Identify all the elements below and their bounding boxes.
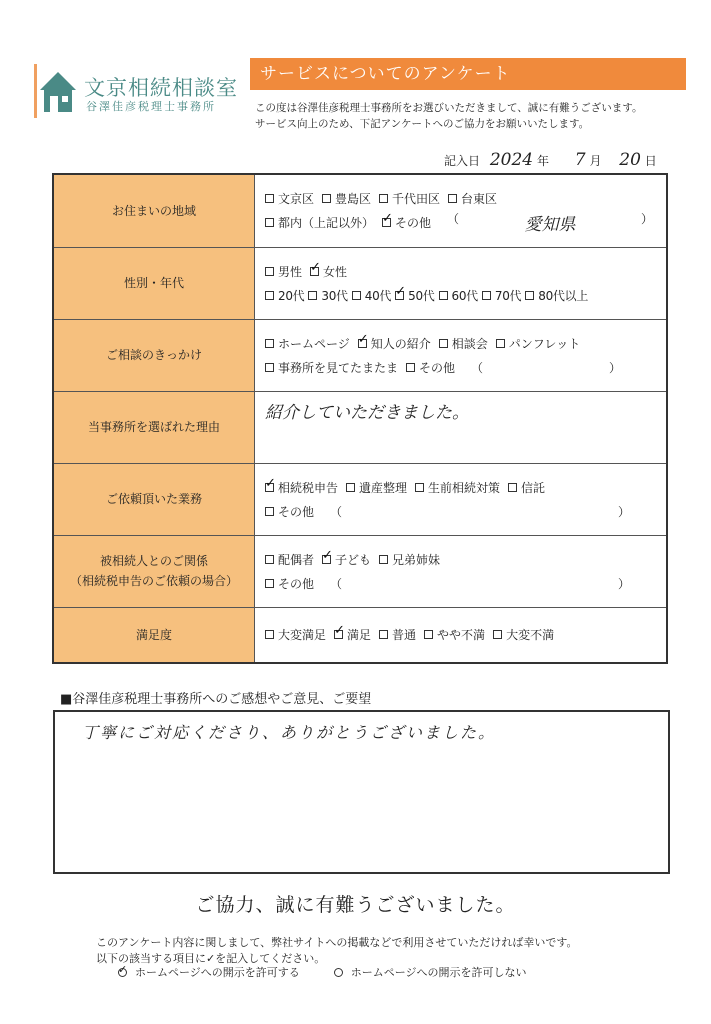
relation-option-child[interactable]: ✓ 子ども [322,551,371,568]
header-accent-rule [34,64,37,118]
row-trigger [53,319,667,391]
age-option-80s-plus[interactable]: 80代以上 [525,287,588,304]
relation-option-sibling[interactable]: 兄弟姉妹 [379,551,440,568]
consent-note-line1: このアンケート内容に関しまして、弊社サイトへの掲載などで利用させていただければ幸いです。 [96,936,578,949]
age-option-20s[interactable]: 20代 [265,287,304,304]
checkbox-icon[interactable] [322,194,331,203]
row-reason [53,391,667,463]
checkbox-checked-icon[interactable] [382,218,391,227]
logo-subtitle: 谷澤佳彦税理士事務所 [86,100,216,113]
reason-answer: 紹介していただきました。 [265,402,469,423]
date-day-unit: 日 [644,154,657,168]
consent-options [118,964,527,980]
checkbox-icon[interactable] [265,363,274,372]
checkbox-checked-icon[interactable] [322,555,331,564]
area-option-taito[interactable]: 台東区 [448,190,497,207]
age-option-40s[interactable]: 40代 [352,287,391,304]
age-option-30s[interactable]: 30代 [308,287,347,304]
area-option-toshima[interactable]: 豊島区 [322,190,371,207]
service-option-planning[interactable]: 生前相続対策 [415,479,500,496]
survey-table [52,173,668,664]
age-option-50s[interactable]: ✓ 50代 [395,287,434,304]
area-option-chiyoda[interactable]: 千代田区 [379,190,440,207]
checkbox-icon[interactable] [424,630,433,639]
relation-option-spouse[interactable]: 配偶者 [265,551,314,568]
satisfaction-option-very-dissatisfied[interactable]: 大変不満 [493,626,554,643]
service-label: ご依頼頂いた業務 [53,463,255,535]
relation-label [53,535,255,607]
feedback-answer: 丁寧にご対応くださり、ありがとうございました。 [82,723,497,742]
checkbox-icon[interactable] [265,579,274,588]
date-label: 記入日 [444,154,481,168]
date-day[interactable]: 20 [619,150,641,170]
service-option-trust[interactable]: 信託 [508,479,545,496]
checkbox-icon[interactable] [308,291,317,300]
checkbox-icon[interactable] [493,630,502,639]
service-other-field[interactable]: （ ） [330,504,631,519]
trigger-other-field[interactable]: （ ） [471,360,622,375]
satisfaction-options [255,607,668,663]
satisfaction-option-neutral[interactable]: 普通 [379,626,416,643]
entry-date [444,150,657,170]
area-option-bunkyo[interactable]: 文京区 [265,190,314,207]
trigger-option-pamphlet[interactable]: パンフレット [496,335,580,352]
satisfaction-option-somewhat-dissatisfied[interactable]: やや不満 [424,626,485,643]
area-options [255,174,668,247]
checkbox-icon[interactable] [265,339,274,348]
row-service [53,463,667,535]
area-option-other[interactable]: ✓ その他 [382,214,431,231]
consent-yes-radio-icon[interactable] [118,968,127,977]
relation-option-other[interactable]: その他 [265,575,314,592]
intro-text [255,100,642,132]
checkbox-icon[interactable] [265,218,274,227]
date-month-unit: 月 [589,154,602,168]
area-other-text: 愛知県 [524,215,576,236]
thanks-message: ご協力、誠に有難うございました。 [195,894,516,916]
trigger-label: ご相談のきっかけ [53,319,255,391]
date-year-unit: 年 [536,154,549,168]
checkbox-checked-icon[interactable] [334,630,343,639]
feedback-title: ■谷澤佳彦税理士事務所へのご感想やご意見、ご要望 [60,692,372,707]
satisfaction-option-satisfied[interactable]: ✓ 満足 [334,626,371,643]
checkbox-icon[interactable] [265,291,274,300]
relation-other-field[interactable]: （ ） [330,576,631,591]
checkbox-icon[interactable] [415,483,424,492]
trigger-option-other[interactable]: その他 [406,359,455,376]
consent-yes-label[interactable]: ホームページへの開示を許可する [135,966,300,979]
checkbox-checked-icon[interactable] [310,267,319,276]
service-options [255,463,668,535]
service-option-estate[interactable]: 遺産整理 [346,479,407,496]
date-month[interactable]: 7 [574,150,586,170]
age-option-70s[interactable]: 70代 [482,287,521,304]
consent-note-line2: 以下の該当する項目に✓を記入してください。 [96,952,326,965]
survey-title: サービスについてのアンケート [250,58,686,90]
checkbox-checked-icon[interactable] [265,483,274,492]
relation-label-line1: 被相続人とのご関係 [99,554,208,568]
gender-age-label: 性別・年代 [53,247,255,319]
checkbox-icon[interactable] [265,267,274,276]
checkbox-icon[interactable] [379,630,388,639]
satisfaction-option-very-satisfied[interactable]: 大変満足 [265,626,326,643]
relation-label-line2: （相続税申告のご依頼の場合） [69,574,238,588]
trigger-option-walk-in[interactable]: 事務所を見てたまたま [265,359,398,376]
checkbox-icon[interactable] [508,483,517,492]
checkbox-icon[interactable] [496,339,505,348]
logo-title: 文京相続相談室 [84,76,238,100]
gender-option-male[interactable]: 男性 [265,263,302,280]
area-label: お住まいの地域 [53,174,255,247]
date-year[interactable]: 2024 [489,150,534,170]
gender-option-female[interactable]: ✓ 女性 [310,263,347,280]
reason-answer-area[interactable] [255,391,668,463]
consent-no-radio-icon[interactable] [334,968,343,977]
checkbox-icon[interactable] [448,194,457,203]
service-option-other[interactable]: その他 [265,503,314,520]
gender-age-options [255,247,668,319]
relation-options [255,535,668,607]
trigger-options [255,319,668,391]
checkbox-icon[interactable] [482,291,491,300]
satisfaction-label: 満足度 [53,607,255,663]
service-option-inheritance-tax[interactable]: ✓ 相続税申告 [265,479,338,496]
intro-line-1: この度は谷澤佳彦税理士事務所をお選びいただきまして、誠に有難うございます。 [255,102,643,114]
checkbox-checked-icon[interactable] [395,291,404,300]
consent-note [96,935,577,967]
reason-label: 当事務所を選ばれた理由 [53,391,255,463]
row-area [53,174,667,247]
row-gender-age [53,247,667,319]
checkbox-icon[interactable] [265,555,274,564]
checkbox-icon[interactable] [352,291,361,300]
age-option-60s[interactable]: 60代 [439,287,478,304]
checkbox-checked-icon[interactable] [358,339,367,348]
area-other-field[interactable]: （ 愛知県 ） [447,212,654,236]
checkbox-icon[interactable] [406,363,415,372]
checkbox-icon[interactable] [525,291,534,300]
trigger-option-referral[interactable]: ✓ 知人の紹介 [358,335,431,352]
checkbox-icon[interactable] [439,291,448,300]
checkbox-icon[interactable] [439,339,448,348]
checkbox-icon[interactable] [265,507,274,516]
house-logo-icon [38,70,78,114]
row-satisfaction [53,607,667,663]
consent-no-label[interactable]: ホームページへの開示を許可しない [350,966,527,979]
checkbox-icon[interactable] [379,194,388,203]
trigger-option-homepage[interactable]: ホームページ [265,335,350,352]
checkbox-icon[interactable] [379,555,388,564]
intro-line-2: サービス向上のため、下記アンケートへのご協力をお願いいたします。 [255,118,590,130]
area-option-tokyo-other[interactable]: 都内（上記以外） [265,214,374,231]
trigger-option-seminar[interactable]: 相談会 [439,335,488,352]
checkbox-icon[interactable] [346,483,355,492]
checkbox-icon[interactable] [265,194,274,203]
checkbox-icon[interactable] [265,630,274,639]
row-relation [53,535,667,607]
